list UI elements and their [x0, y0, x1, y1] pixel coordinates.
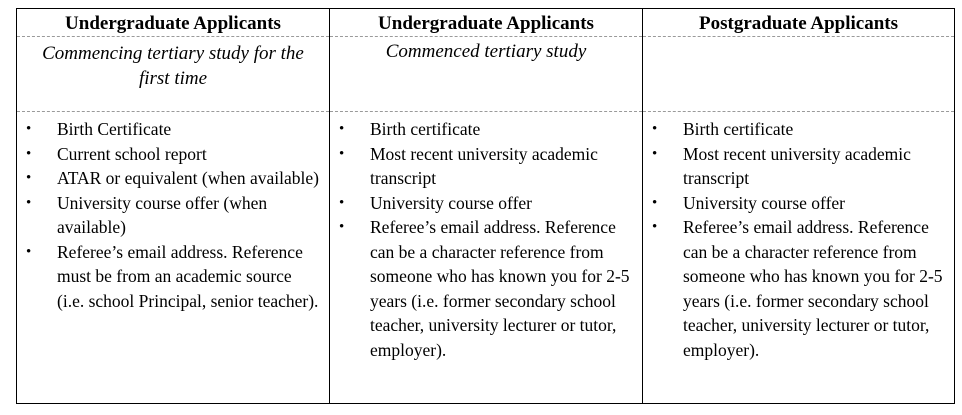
list-item: • Birth certificate [643, 117, 948, 142]
list-item: • ATAR or equivalent (when available) [17, 166, 323, 191]
bullet-icon: • [26, 243, 32, 260]
list-item: • University course offer [643, 191, 948, 216]
bullet-icon: • [339, 219, 345, 235]
bullet-icon: • [26, 170, 32, 186]
list-item: • Referee’s email address. Reference can be a character reference from someone who has known you for 2-5 years (i.e. former secondary school teacher, university lecturer or tutor, employer). [339, 217, 630, 360]
bullet-icon: • [26, 145, 32, 162]
bullet-icon: • [26, 194, 32, 211]
bullet-icon: • [652, 219, 658, 235]
list-item: • Most recent university academic transcript [652, 143, 911, 188]
table-row [17, 9, 955, 404]
requirements-table [16, 8, 955, 404]
list-item: • Referee’s email address. Reference must be from an academic source (i.e. school Principal, senior teacher). [26, 241, 319, 311]
bullet-icon: • [652, 194, 658, 211]
bullet-icon: • [339, 145, 345, 162]
column-subheading [643, 37, 954, 112]
bullet-icon: • [652, 121, 658, 137]
column-heading: Undergraduate Applicants [330, 9, 642, 37]
list-item: • University course offer (when available) [26, 192, 268, 237]
column-subheading: Commencing tertiary study for the first time [17, 37, 329, 112]
column-postgraduate [643, 9, 955, 404]
bullet-icon: • [652, 145, 658, 162]
list-item: • Current school report [17, 142, 323, 167]
column-undergraduate-commencing [17, 9, 330, 404]
document-list [643, 112, 954, 362]
document-list [330, 112, 642, 362]
list-item: • Most recent university academic transcript [339, 143, 598, 188]
list-item: • Referee’s email address. Reference can be a character reference from someone who has known you for 2-5 years (i.e. former secondary school teacher, university lecturer or tutor, employer). [652, 217, 943, 360]
column-undergraduate-commenced [330, 9, 643, 404]
bullet-icon: • [26, 121, 32, 137]
bullet-icon: • [339, 121, 345, 137]
document-list [17, 112, 329, 313]
list-item: • Birth Certificate [17, 117, 323, 142]
list-item: • University course offer [330, 191, 636, 216]
list-item: • Birth certificate [330, 117, 636, 142]
bullet-icon: • [339, 194, 345, 211]
column-heading: Postgraduate Applicants [643, 9, 954, 37]
column-subheading: Commenced tertiary study [330, 37, 642, 112]
column-heading: Undergraduate Applicants [17, 9, 329, 37]
